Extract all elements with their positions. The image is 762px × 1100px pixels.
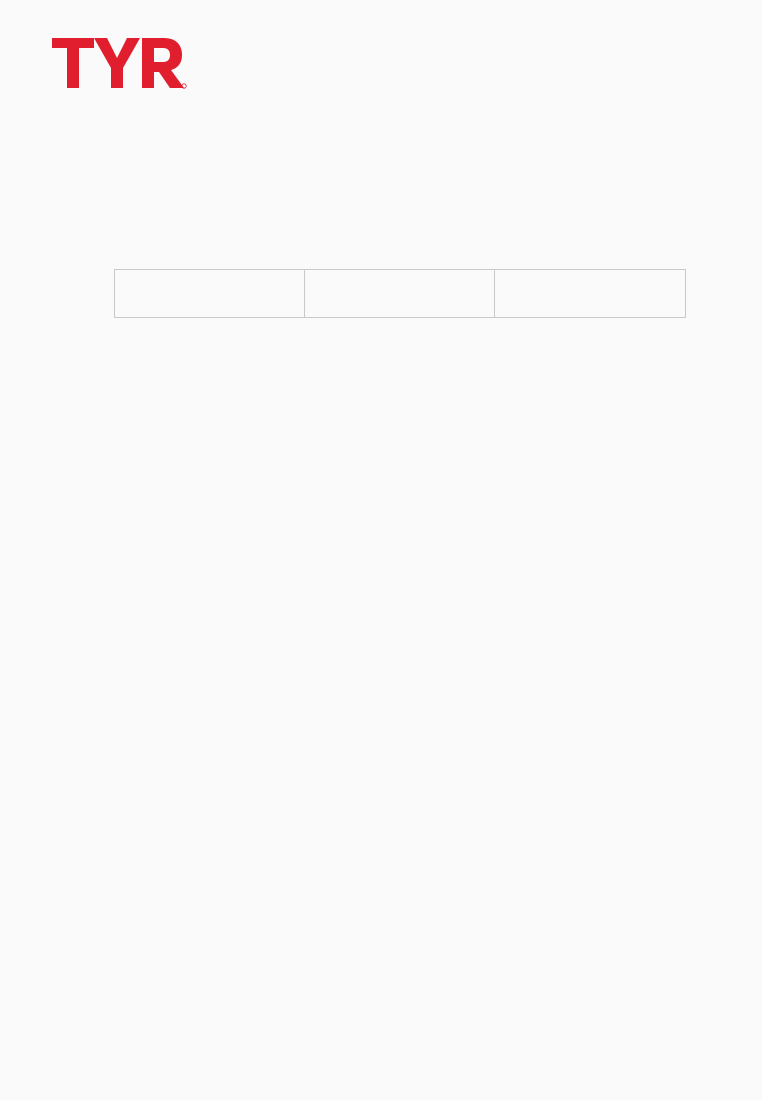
header-size (115, 270, 305, 318)
table-header-row (115, 270, 686, 318)
sizing-table (114, 269, 686, 318)
header-waist (305, 270, 495, 318)
tyr-logo (50, 34, 190, 92)
tyr-logo-mark (50, 34, 190, 92)
header-hip (495, 270, 686, 318)
